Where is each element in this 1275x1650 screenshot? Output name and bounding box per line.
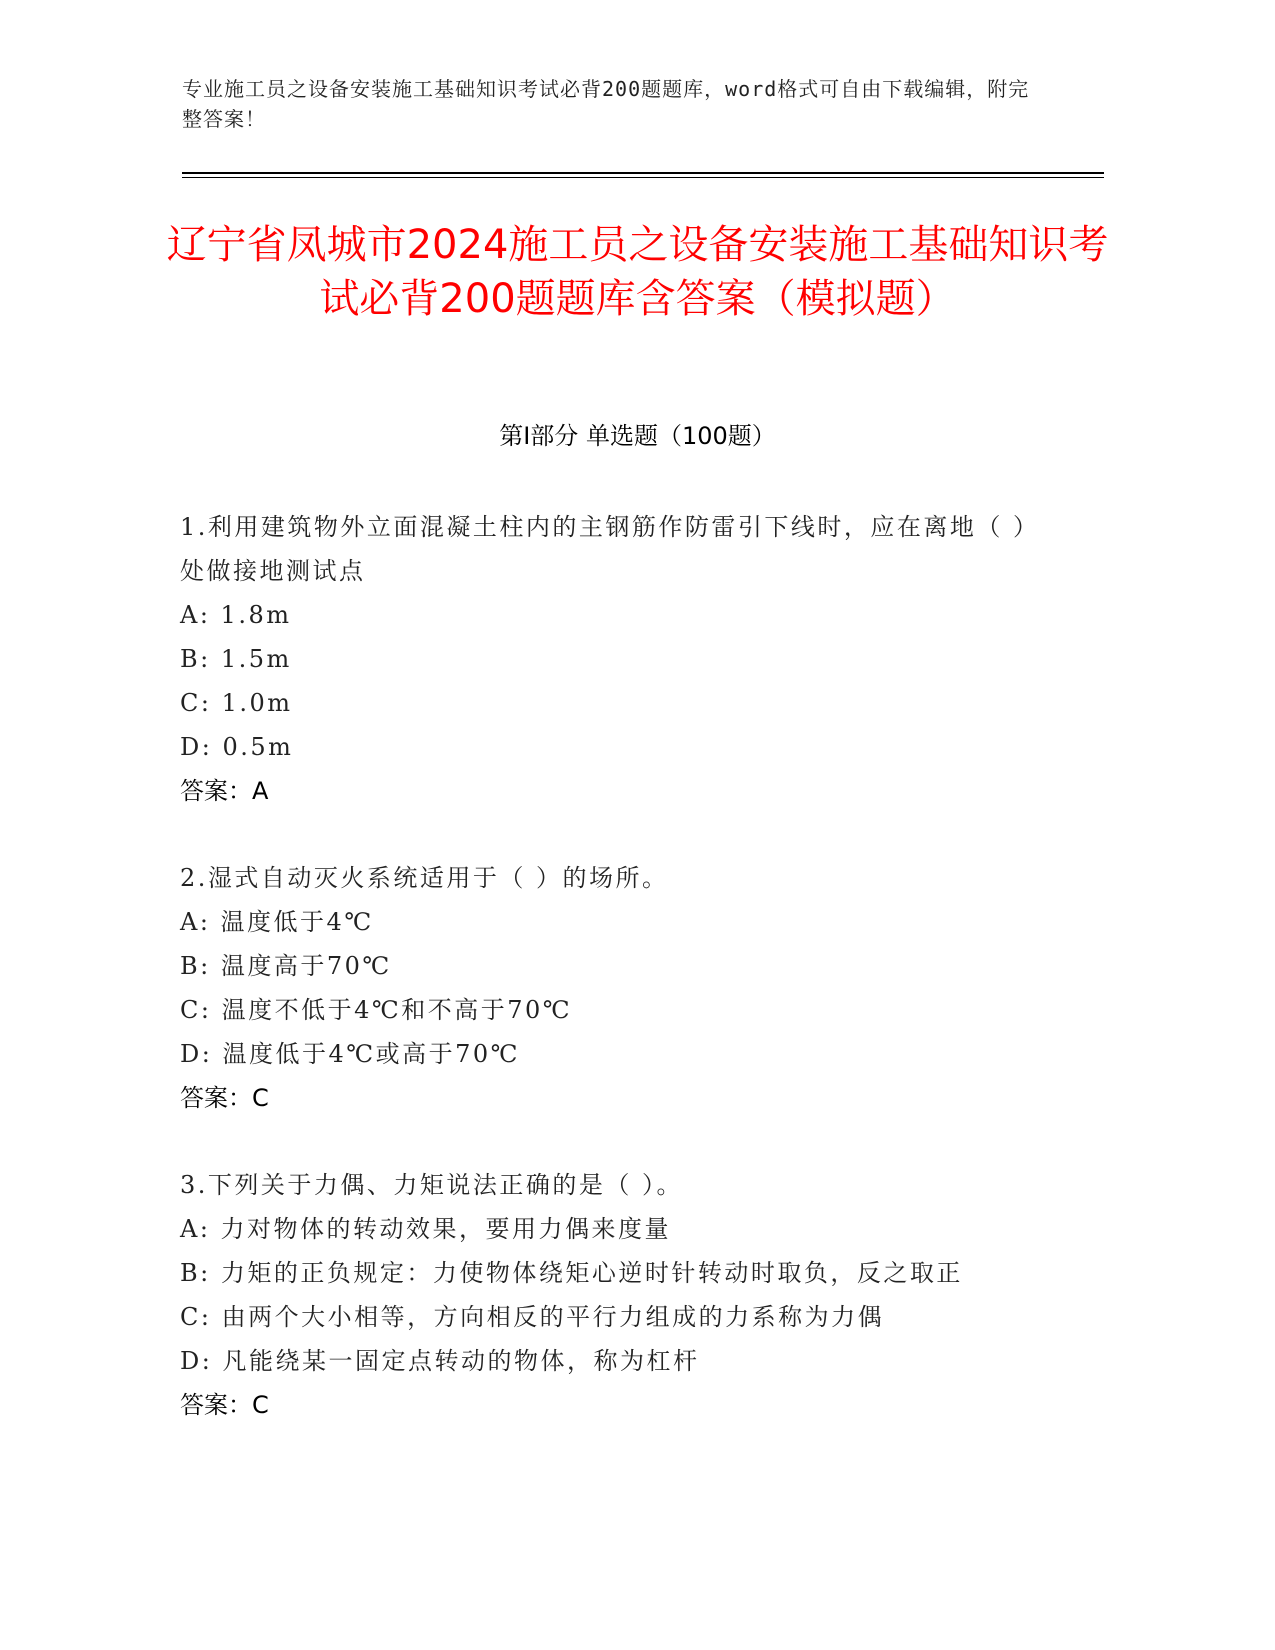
question-stem: 3.下列关于力偶、力矩说法正确的是（ ）。 bbox=[180, 1171, 684, 1199]
option-c: C: 温度不低于4℃和不高于70℃ bbox=[180, 996, 573, 1024]
option-a: A: 力对物体的转动效果，要用力偶来度量 bbox=[180, 1215, 672, 1243]
document-header-note: 专业施工员之设备安装施工基础知识考试必背200题题库，word格式可自由下载编辑，附完整答案！ bbox=[182, 77, 1030, 131]
option-c: C: 由两个大小相等，方向相反的平行力组成的力系称为力偶 bbox=[180, 1303, 885, 1331]
option-c: C: 1.0m bbox=[180, 689, 293, 717]
header-divider-thick bbox=[182, 172, 1104, 174]
header-divider-thin bbox=[182, 177, 1104, 178]
section-title: 第I部分 单选题（100题） bbox=[499, 422, 776, 450]
answer-line: 答案：C bbox=[180, 1391, 269, 1419]
question-item bbox=[180, 1163, 1040, 1427]
option-b: B: 力矩的正负规定：力使物体绕矩心逆时针转动时取负，反之取正 bbox=[180, 1259, 963, 1287]
question-stem: 2.湿式自动灭火系统适用于（ ）的场所。 bbox=[180, 864, 669, 892]
document-title: 辽宁省凤城市2024施工员之设备安装施工基础知识考试必背200题题库含答案（模拟题） bbox=[166, 222, 1109, 322]
question-item bbox=[180, 505, 1040, 813]
answer-line: 答案：C bbox=[180, 1084, 269, 1112]
option-d: D: 0.5m bbox=[180, 733, 294, 761]
answer-line: 答案：A bbox=[180, 777, 269, 805]
question-list bbox=[180, 505, 1040, 1470]
option-b: B: 温度高于70℃ bbox=[180, 952, 392, 980]
option-a: A: 1.8m bbox=[180, 601, 292, 629]
option-d: D: 凡能绕某一固定点转动的物体，称为杠杆 bbox=[180, 1347, 700, 1375]
option-a: A: 温度低于4℃ bbox=[180, 908, 374, 936]
option-b: B: 1.5m bbox=[180, 645, 292, 673]
question-stem: 1.利用建筑物外立面混凝土柱内的主钢筋作防雷引下线时，应在离地（ ）处做接地测试点 bbox=[180, 513, 1040, 585]
question-item bbox=[180, 856, 1040, 1120]
option-d: D: 温度低于4℃或高于70℃ bbox=[180, 1040, 520, 1068]
